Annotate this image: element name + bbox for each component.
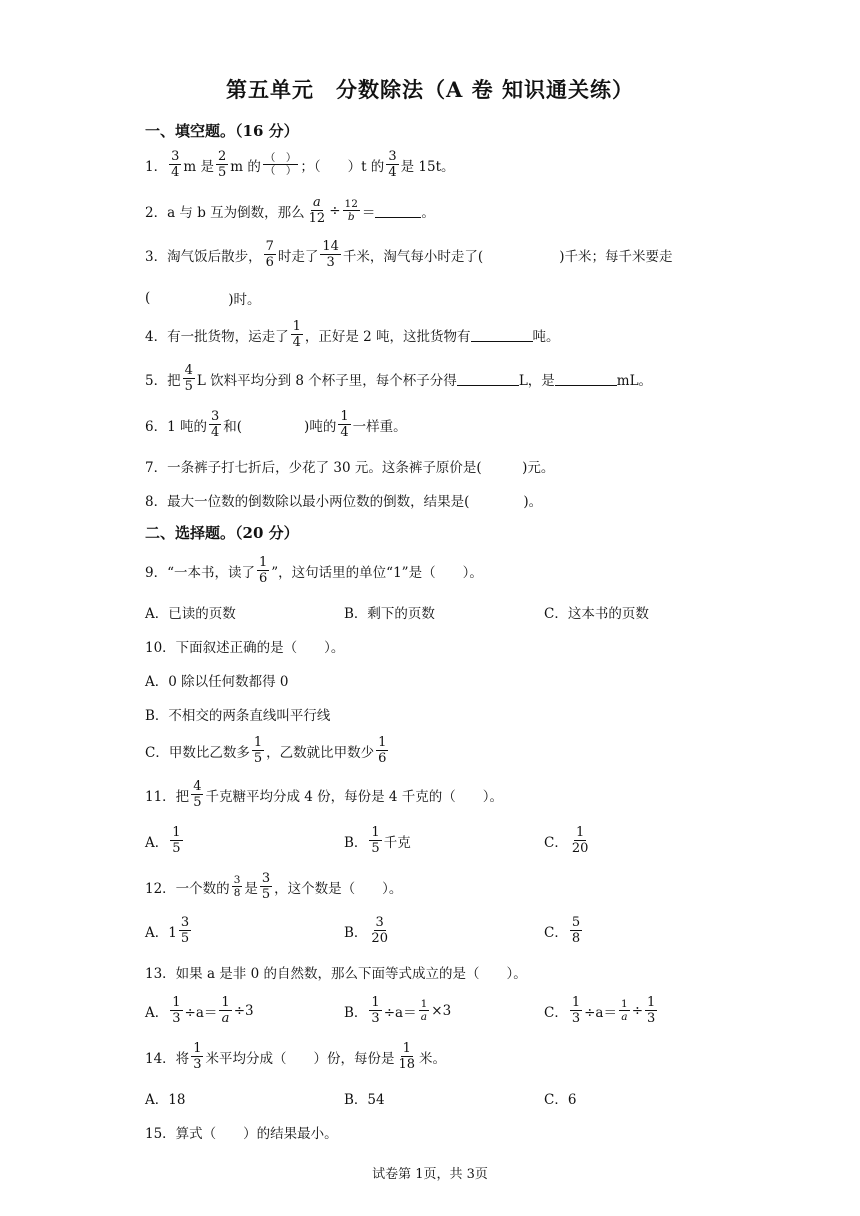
- option-b[interactable]: B． $\frac{3}{20}$: [344, 915, 388, 946]
- question-14: 14．将 $\frac{1}{3}$ 米平均分成（ ）份，每份是 $\frac{1}{18}$ 米。: [145, 1041, 447, 1072]
- section-choice-heading: 二、选择题。（20 分）: [145, 524, 299, 542]
- fraction: $\frac{1}{4}$: [292, 319, 301, 350]
- option-b[interactable]: B．剩下的页数: [344, 606, 435, 622]
- answer-blank[interactable]: [471, 328, 533, 342]
- option-a[interactable]: A．0 除以任何数都得 0: [145, 674, 289, 690]
- option-c[interactable]: C． $\frac{1}{3}$ ÷a＝ $\frac{1}{a}$ ÷ $\frac{1}{3}$: [544, 995, 656, 1026]
- answer-fraction-blank[interactable]: $\frac{( )}{( )}$: [264, 151, 297, 177]
- fraction: $\frac{3}{4}$: [210, 409, 220, 440]
- fraction: $\frac{2}{5}$: [217, 149, 227, 180]
- question-8: 8．最大一位数的倒数除以最小两位数的倒数，结果是( )。: [145, 494, 543, 510]
- question-11: 11．把 $\frac{4}{5}$ 千克糖平均分成 4 份，每份是 4 千克的（ ）。: [145, 779, 504, 810]
- option-b[interactable]: B． $\frac{1}{3}$ ÷a＝ $\frac{1}{a}$ ×3: [344, 995, 452, 1026]
- fraction: $\frac{3}{8}$: [233, 873, 241, 899]
- question-13: 13．如果 a 是非 0 的自然数，那么下面等式成立的是（ ）。: [145, 966, 527, 982]
- fraction: $\frac{1}{4}$: [340, 409, 349, 440]
- option-a[interactable]: A．已读的页数: [145, 606, 236, 622]
- option-b[interactable]: B． $\frac{1}{5}$ 千克: [344, 825, 411, 856]
- fraction: $\frac{1}{a}$: [221, 995, 230, 1026]
- question-1: 1． $\frac{3}{4}$ m 是 $\frac{2}{5}$ m 的 $\frac{( )}{( )}$ ；（ ）t 的 $\frac{3}{4}$ 是 15t。: [145, 149, 455, 180]
- question-9: 9．“一本书，读了 $\frac{1}{6}$ ”，这句话里的单位“1”是（ ）。: [145, 555, 483, 586]
- option-a[interactable]: A．1 $\frac{3}{5}$: [145, 915, 190, 946]
- question-7: 7．一条裤子打七折后，少花了 30 元。这条裤子原价是( )元。: [145, 460, 555, 476]
- fraction: $\frac{3}{5}$: [261, 871, 271, 902]
- fraction: $\frac{7}{6}$: [265, 239, 274, 270]
- option-b[interactable]: B．不相交的两条直线叫平行线: [145, 708, 331, 724]
- question-3: 3．淘气饭后散步， $\frac{7}{6}$ 时走了 $\frac{14}{3}$ 千米，淘气每小时走了( )千米；每千米要走: [145, 239, 673, 270]
- fraction: $\frac{a}{12}$: [308, 195, 326, 226]
- option-c[interactable]: C． $\frac{5}{8}$: [544, 915, 581, 946]
- question-2: 2．a 与 b 互为倒数，那么 $\frac{a}{12}$ ÷ $\frac{12}{b}$ ＝ 。: [145, 195, 435, 226]
- fraction: $\frac{1}{6}$: [378, 735, 387, 766]
- section-fill-blank-heading: 一、填空题。（16 分）: [145, 122, 299, 140]
- question-3-continued: ( )时。: [145, 290, 261, 308]
- fraction: $\frac{1}{3}$: [371, 995, 380, 1026]
- fraction: $\frac{3}{4}$: [388, 149, 397, 180]
- option-c[interactable]: C．6: [544, 1092, 577, 1108]
- question-10: 10．下面叙述正确的是（ ）。: [145, 640, 345, 656]
- fraction: $\frac{1}{5}$: [172, 825, 181, 856]
- question-12: 12．一个数的 $\frac{3}{8}$ 是 $\frac{3}{5}$ ，这个数是（ ）。: [145, 871, 403, 902]
- fraction: $\frac{1}{a}$: [621, 997, 628, 1023]
- question-6: 6．1 吨的 $\frac{3}{4}$ 和( )吨的 $\frac{1}{4}$ 一样重。: [145, 409, 407, 440]
- option-c[interactable]: C． $\frac{1}{20}$: [544, 825, 589, 856]
- fraction: $\frac{1}{3}$: [172, 995, 181, 1026]
- option-a[interactable]: A． $\frac{1}{5}$: [145, 825, 181, 856]
- fraction: $\frac{12}{b}$: [344, 197, 358, 223]
- fraction: $\frac{1}{5}$: [371, 825, 380, 856]
- page-title: 第五单元 分数除法（A 卷 知识通关练）: [226, 77, 634, 102]
- option-c[interactable]: C．这本书的页数: [544, 606, 649, 622]
- question-4: 4．有一批货物，运走了 $\frac{1}{4}$ ，正好是 2 吨，这批货物有 吨。: [145, 319, 560, 350]
- option-c[interactable]: C．甲数比乙数多 $\frac{1}{5}$ ，乙数就比甲数少 $\frac{1}{6}$: [145, 735, 387, 766]
- fraction: $\frac{1}{20}$: [571, 825, 589, 856]
- fraction: $\frac{4}{5}$: [193, 779, 202, 810]
- option-b[interactable]: B．54: [344, 1092, 385, 1108]
- fraction: $\frac{3}{4}$: [171, 149, 180, 180]
- fraction: $\frac{4}{5}$: [184, 363, 193, 394]
- fraction: $\frac{3}{20}$: [371, 915, 388, 946]
- fraction: $\frac{1}{6}$: [259, 555, 268, 586]
- answer-blank[interactable]: [375, 204, 421, 218]
- question-15: 15．算式（ ）的结果最小。: [145, 1126, 338, 1142]
- fraction: $\frac{1}{5}$: [253, 735, 263, 766]
- option-a[interactable]: A． $\frac{1}{3}$ ÷a＝ $\frac{1}{a}$ ÷3: [145, 995, 254, 1026]
- fraction: $\frac{1}{a}$: [420, 997, 428, 1023]
- fraction: $\frac{1}{3}$: [571, 995, 581, 1026]
- question-5: 5．把 $\frac{4}{5}$ L 饮料平均分到 8 个杯子里，每个杯子分得 L，是 mL。: [145, 363, 653, 394]
- fraction: $\frac{1}{3}$: [193, 1041, 202, 1072]
- fraction: $\frac{14}{3}$: [322, 239, 339, 270]
- answer-blank[interactable]: [457, 372, 519, 386]
- option-a[interactable]: A．18: [145, 1092, 186, 1108]
- fraction: $\frac{1}{18}$: [398, 1041, 416, 1072]
- page-footer: 试卷第 1页，共 3页: [372, 1167, 488, 1182]
- fraction: $\frac{1}{3}$: [647, 995, 656, 1026]
- fraction: $\frac{5}{8}$: [571, 915, 581, 946]
- fraction: $\frac{3}{5}$: [180, 915, 190, 946]
- answer-blank[interactable]: [555, 372, 617, 386]
